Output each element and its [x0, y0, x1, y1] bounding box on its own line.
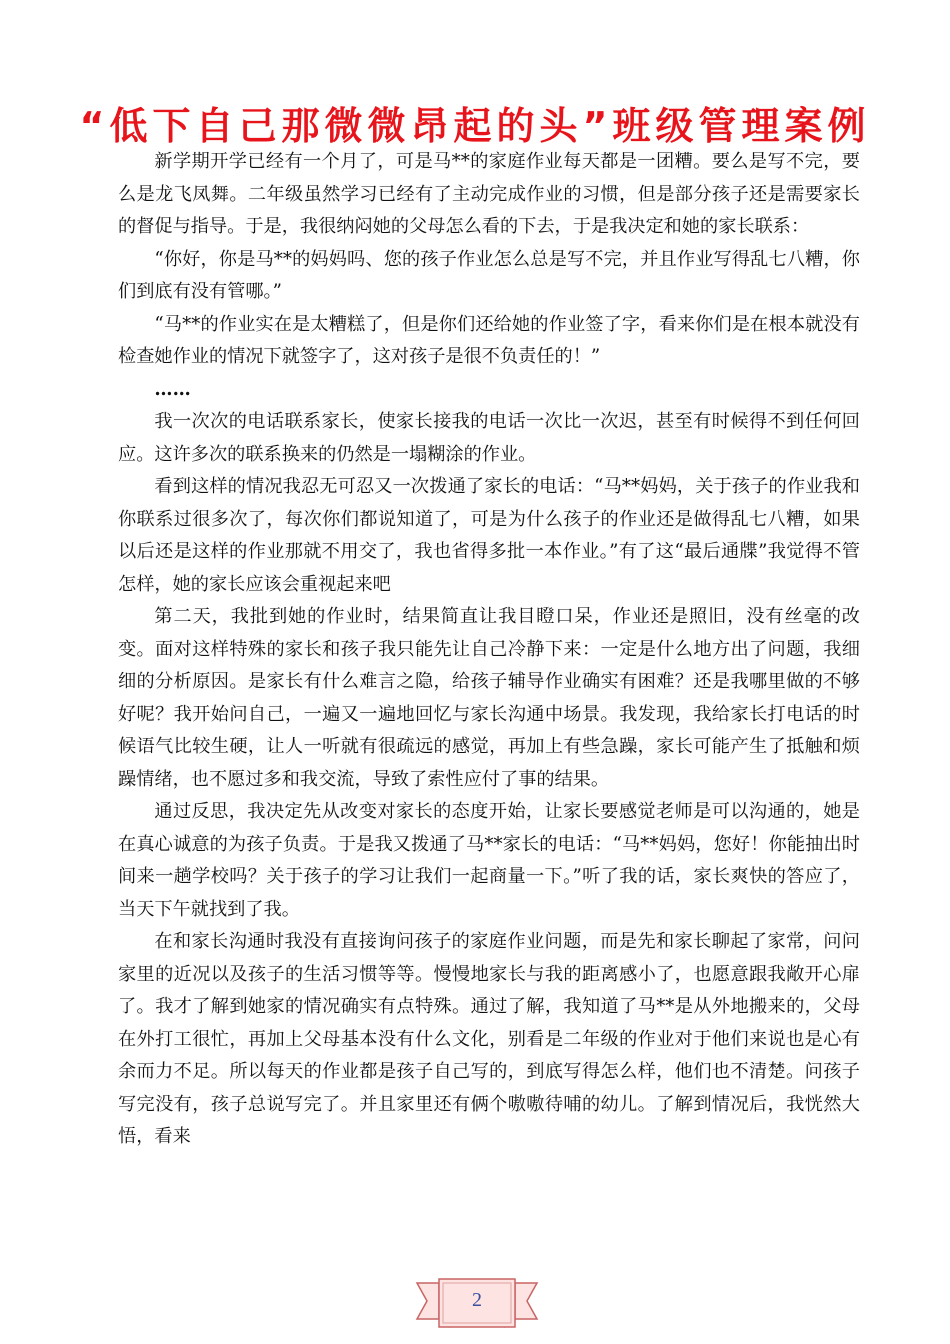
paragraph: “马**的作业实在是太糟糕了，但是你们还给她的作业签了字，看来你们是在根本就没有检查她作业的情况下就签字了，这对孩子是很不负责任的！” — [118, 313, 860, 367]
paragraph: “你好，你是马**的妈妈吗、您的孩子作业怎么总是写不完，并且作业写得乱七八糟，你们到底有没有管哪。” — [118, 248, 860, 302]
paragraph: 第二天，我批到她的作业时，结果简直让我目瞪口呆，作业还是照旧，没有丝毫的改变。面对这样特殊的家长和孩子我只能先让自己冷静下来：一定是什么地方出了问题，我细细的分析原因。是家长有什么难言之隐，给孩子辅导作业确实有困难？还是我哪里做的不够好呢？我开始问自己，一遍又一遍地回忆与家长沟通中场景。我发现，我给家长打电话的时候语气比较生硬，让人一听就有很疏远的感觉，再加上有些急躁，家长可能产生了抵触和烦躁情绪，也不愿过多和我交流，导致了索性应付了事的结果。 — [118, 606, 860, 790]
document-body — [118, 146, 860, 1154]
paragraph: 在和家长沟通时我没有直接询问孩子的家庭作业问题，而是先和家长聊起了家常，问问家里的近况以及孩子的生活习惯等等。慢慢地家长与我的距离感小了，也愿意跟我敞开心扉了。我才了解到她家的情况确实有点特殊。通过了解，我知道了马**是从外地搬来的，父母在外打工很忙，再加上父母基本没有什么文化，别看是二年级的作业对于他们来说也是心有余而力不足。所以每天的作业都是孩子自己写的，到底写得怎么样，他们也不清楚。问孩子写完没有，孩子总说写完了。并且家里还有俩个嗷嗷待哺的幼儿。了解到情况后，我恍然大悟，看来 — [118, 931, 860, 1147]
paragraph: 我一次次的电话联系家长，使家长接我的电话一次比一次迟，甚至有时候得不到任何回应。这许多次的联系换来的仍然是一塌糊涂的作业。 — [118, 411, 860, 465]
document-title: “低下自己那微微昂起的头”班级管理案例 — [79, 104, 871, 148]
page-number: 2 — [472, 1289, 482, 1311]
paragraph-ellipsis: …… — [154, 378, 191, 400]
page-footer — [415, 1273, 539, 1333]
paragraph: 通过反思，我决定先从改变对家长的态度开始，让家长要感觉老师是可以沟通的，她是在真心诚意的为孩子负责。于是我又拨通了马**家长的电话：“马**妈妈，您好！你能抽出时间来一趟学校吗？关于孩子的学习让我们一起商量一下。”听了我的话，家长爽快的答应了，当天下午就找到了我。 — [118, 801, 860, 920]
paragraph: 看到这样的情况我忍无可忍又一次拨通了家长的电话：“马**妈妈，关于孩子的作业我和你联系过很多次了，每次你们都说知道了，可是为什么孩子的作业还是做得乱七八糟，如果以后还是这样的作业那就不用交了，我也省得多批一本作业。”有了这“最后通牒”我觉得不管怎样，她的家长应该会重视起来吧 — [118, 476, 860, 595]
paragraph: 新学期开学已经有一个月了，可是马**的家庭作业每天都是一团糟。要么是写不完，要么是龙飞凤舞。二年级虽然学习已经有了主动完成作业的习惯，但是部分孩子还是需要家长的督促与指导。于是，我很纳闷她的父母怎么看的下去，于是我决定和她的家长联系： — [118, 151, 860, 237]
